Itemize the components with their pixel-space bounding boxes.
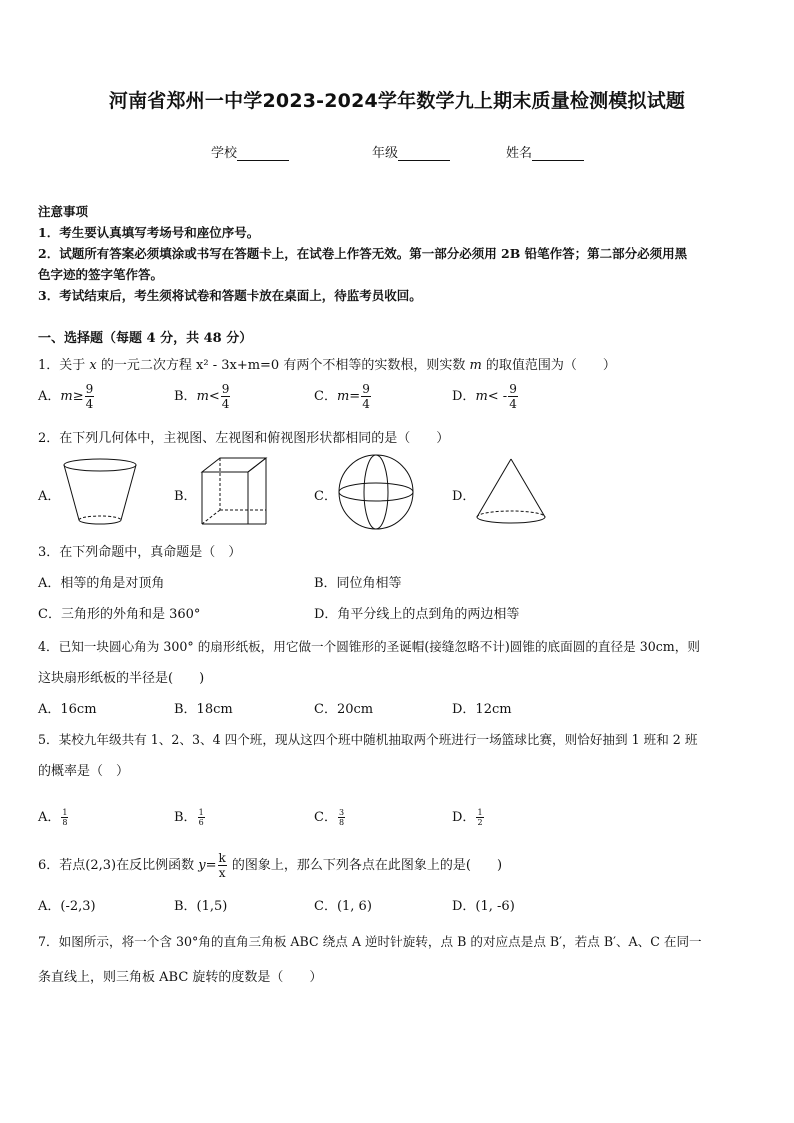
option-relation: < - bbox=[487, 389, 508, 404]
option-label: A． bbox=[38, 810, 61, 825]
q1-var-x: x bbox=[89, 358, 97, 373]
option-label: A． bbox=[38, 389, 61, 404]
question-5-line2: 的概率是（ ） bbox=[38, 764, 130, 779]
note-item: 1．考生要认真填写考场号和座位序号。 bbox=[38, 225, 260, 240]
note-item: 色字迹的签字笔作答。 bbox=[38, 267, 164, 282]
q6-var-y: y bbox=[198, 858, 206, 873]
q5-option-a[interactable] bbox=[38, 806, 69, 827]
numerator: 1 bbox=[477, 808, 483, 817]
question-1 bbox=[38, 354, 616, 373]
q6-option-d[interactable]: D．(1, -6) bbox=[452, 899, 515, 914]
fraction bbox=[85, 382, 95, 411]
fraction bbox=[476, 808, 483, 827]
q4-option-d[interactable]: D．12cm bbox=[452, 702, 512, 717]
q6-option-c[interactable]: C．(1, 6) bbox=[314, 899, 372, 914]
option-label: B． bbox=[174, 810, 197, 825]
q1-option-d[interactable] bbox=[452, 382, 519, 411]
grade-blank[interactable] bbox=[398, 146, 450, 161]
q4-option-a[interactable]: A．16cm bbox=[38, 702, 97, 717]
numerator: 1 bbox=[198, 808, 204, 817]
question-7-line2: 条直线上，则三角板 ABC 旋转的度数是（ ） bbox=[38, 970, 323, 985]
q2-option-d-label[interactable]: D． bbox=[452, 489, 476, 504]
option-label: D． bbox=[452, 810, 476, 825]
school-blank[interactable] bbox=[237, 146, 289, 161]
q3-option-b[interactable]: B．同位角相等 bbox=[314, 576, 402, 591]
numerator: k bbox=[218, 851, 226, 865]
numerator: 9 bbox=[509, 382, 517, 396]
numerator: 9 bbox=[85, 382, 94, 396]
option-label: B． bbox=[174, 389, 197, 404]
fraction bbox=[61, 808, 68, 827]
numerator: 9 bbox=[221, 382, 230, 396]
sphere-icon bbox=[336, 454, 416, 530]
q1-equation: x² - 3x+m=0 bbox=[196, 358, 280, 373]
page-title: 河南省郑州一中学2023-2024学年数学九上期末质量检测模拟试题 bbox=[108, 90, 686, 112]
note-item: 2．试题所有答案必须填涂或书写在答题卡上，在试卷上作答无效。第一部分必须用 2B 铅笔作答；第二部分必须用黑 bbox=[38, 246, 688, 261]
option-var: m bbox=[475, 389, 488, 404]
denominator: 4 bbox=[85, 397, 94, 411]
fraction bbox=[198, 808, 205, 827]
q3-option-c[interactable]: C．三角形的外角和是 360° bbox=[38, 607, 201, 622]
question-4-line2: 这块扇形纸板的半径是( ) bbox=[38, 671, 205, 686]
denominator: 4 bbox=[362, 397, 370, 411]
denominator: 4 bbox=[221, 397, 230, 411]
question-2: 2．在下列几何体中，主视图、左视图和俯视图形状都相同的是（ ） bbox=[38, 431, 450, 446]
q2-option-c-label[interactable]: C． bbox=[314, 489, 337, 504]
option-relation: = bbox=[349, 389, 361, 404]
option-relation: < bbox=[208, 389, 220, 404]
numerator: 9 bbox=[362, 382, 370, 396]
q1-option-b[interactable] bbox=[174, 382, 231, 411]
fraction bbox=[221, 382, 231, 411]
option-var: m bbox=[60, 389, 73, 404]
question-7-line1: 7．如图所示，将一个含 30°角的直角三角板 ABC 绕点 A 逆时针旋转，点 B 的对应点是点 B′，若点 B′、A、C 在同一 bbox=[38, 934, 702, 949]
option-relation: ≥ bbox=[72, 389, 84, 404]
q1-text: 的一元二次方程 bbox=[96, 358, 197, 373]
q3-option-a[interactable]: A．相等的角是对顶角 bbox=[38, 576, 165, 591]
q5-option-b[interactable] bbox=[174, 806, 206, 827]
option-var: m bbox=[196, 389, 209, 404]
q1-text: 的取值范围为（ ） bbox=[481, 358, 616, 373]
truncated-cone-icon bbox=[62, 457, 142, 527]
denominator: 2 bbox=[477, 818, 483, 827]
q5-option-d[interactable] bbox=[452, 806, 485, 827]
option-var: m bbox=[336, 389, 350, 404]
school-label: 学校 bbox=[211, 146, 238, 161]
denominator: 8 bbox=[338, 818, 345, 827]
option-label: C． bbox=[314, 810, 337, 825]
q1-text: 1．关于 bbox=[38, 358, 90, 373]
denominator: 8 bbox=[62, 818, 68, 827]
name-label: 姓名 bbox=[506, 146, 533, 161]
question-3: 3．在下列命题中，真命题是（ ） bbox=[38, 545, 242, 560]
question-6 bbox=[38, 851, 502, 880]
q1-option-c[interactable] bbox=[314, 382, 372, 411]
q4-option-c[interactable]: C．20cm bbox=[314, 702, 374, 717]
fraction bbox=[338, 808, 345, 827]
option-label: D． bbox=[452, 389, 476, 404]
q2-option-a-label[interactable]: A． bbox=[38, 489, 61, 504]
name-field[interactable] bbox=[506, 142, 584, 161]
denominator: x bbox=[218, 866, 226, 880]
numerator: 3 bbox=[338, 808, 345, 817]
q1-option-a[interactable] bbox=[38, 382, 95, 411]
q1-var-m: m bbox=[469, 358, 482, 373]
q4-option-b[interactable]: B．18cm bbox=[174, 702, 233, 717]
note-item: 3．考试结束后，考生须将试卷和答题卡放在桌面上，待监考员收回。 bbox=[38, 288, 422, 303]
name-blank[interactable] bbox=[532, 146, 584, 161]
q6-option-a[interactable]: A．(-2,3) bbox=[38, 899, 96, 914]
numerator: 1 bbox=[62, 808, 68, 817]
option-label: C． bbox=[314, 389, 337, 404]
denominator: 6 bbox=[198, 818, 204, 827]
q1-text: 有两个不相等的实数根，则实数 bbox=[279, 358, 470, 373]
grade-label: 年级 bbox=[372, 146, 399, 161]
triangular-prism-icon bbox=[200, 456, 270, 528]
question-5-line1: 5．某校九年级共有 1、2、3、4 四个班，现从这四个班中随机抽取两个班进行一场篮球比赛，则恰好抽到 1 班和 2 班 bbox=[38, 732, 698, 747]
denominator: 4 bbox=[509, 397, 517, 411]
q3-option-d[interactable]: D．角平分线上的点到角的两边相等 bbox=[314, 607, 520, 622]
q6-text: 6．若点(2,3)在反比例函数 bbox=[38, 858, 199, 873]
q2-option-b-label[interactable]: B． bbox=[174, 489, 197, 504]
notes-heading: 注意事项 bbox=[38, 204, 89, 219]
cone-icon bbox=[474, 457, 550, 527]
grade-field[interactable] bbox=[372, 142, 450, 161]
school-field[interactable] bbox=[211, 142, 289, 161]
q5-option-c[interactable] bbox=[314, 806, 346, 827]
fraction bbox=[361, 382, 371, 411]
q6-equals: = bbox=[205, 858, 217, 873]
q6-text: 的图象上，那么下列各点在此图象上的是( ) bbox=[227, 858, 503, 873]
fraction bbox=[508, 382, 518, 411]
section-heading: 一、选择题（每题 4 分，共 48 分） bbox=[38, 331, 253, 346]
question-4-line1: 4．已知一块圆心角为 300° 的扇形纸板，用它做一个圆锥形的圣诞帽(接缝忽略不计)圆锥的底面圆的直径是 30cm，则 bbox=[38, 639, 700, 654]
q6-option-b[interactable]: B．(1,5) bbox=[174, 899, 228, 914]
fraction bbox=[218, 851, 227, 880]
